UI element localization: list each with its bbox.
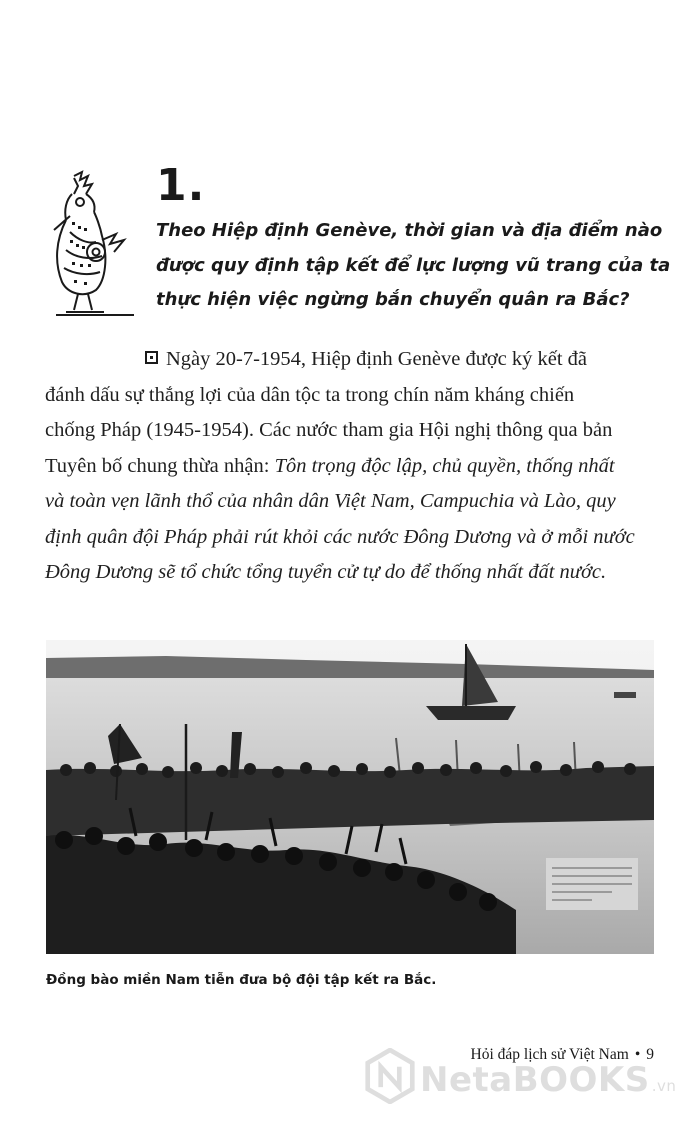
answer-quote-text: Tôn trọng độc lập, chủ quyền, thống nhất xyxy=(274,454,615,477)
answer-quote-line xyxy=(45,520,660,556)
answer-quote-text: định quân đội Pháp phải rút khỏi các nước Đông Dương và ở mỗi nước xyxy=(45,525,635,548)
watermark-brand: NetaBOOKS xyxy=(420,1060,650,1100)
photo-caption: Đồng bào miền Nam tiễn đưa bộ đội tập kết ra Bắc. xyxy=(46,972,437,988)
answer-quote-text: và toàn vẹn lãnh thổ của nhân dân Việt Nam, Campuchia và Lào, quy xyxy=(45,490,616,512)
question-title-line: thực hiện việc ngừng bắn chuyển quân ra Bắc? xyxy=(156,289,630,310)
square-bullet-icon xyxy=(145,351,158,364)
answer-quote-line xyxy=(45,555,660,591)
answer-quote-text: Đông Dương sẽ tổ chức tổng tuyển cử tự do để thống nhất đất nước. xyxy=(45,561,607,583)
question-number: 1. xyxy=(156,160,206,211)
answer-line: chống Pháp (1945-1954). Các nước tham gia Hội nghị thông qua bản xyxy=(45,419,613,441)
page-footer xyxy=(471,1046,654,1064)
answer-line-first xyxy=(45,342,660,378)
page-number: 9 xyxy=(646,1046,654,1063)
netabooks-logo-icon xyxy=(364,1048,416,1104)
footer-separator: • xyxy=(634,1046,641,1063)
answer-quote-line xyxy=(45,484,660,520)
watermark-suffix: .vn xyxy=(651,1077,677,1095)
question-title-line: được quy định tập kết để lực lượng vũ trang của ta xyxy=(156,254,671,276)
answer-text: Tuyên bố chung thừa nhận: xyxy=(45,454,275,477)
running-title: Hỏi đáp lịch sử Việt Nam xyxy=(470,1046,629,1063)
historical-photo xyxy=(46,640,654,954)
answer-line xyxy=(45,449,660,485)
answer-text: Ngày 20-7-1954, Hiệp định Genève được ký kết đã xyxy=(166,348,588,370)
question-title-line: Theo Hiệp định Genève, thời gian và địa điểm nào xyxy=(156,220,663,241)
dong-son-bird-emblem xyxy=(44,170,136,320)
watermark-text xyxy=(420,1060,676,1100)
question-title xyxy=(156,214,676,318)
answer-paragraph xyxy=(45,342,660,591)
answer-line: đánh dấu sự thắng lợi của dân tộc ta trong chín năm kháng chiến xyxy=(45,383,575,406)
